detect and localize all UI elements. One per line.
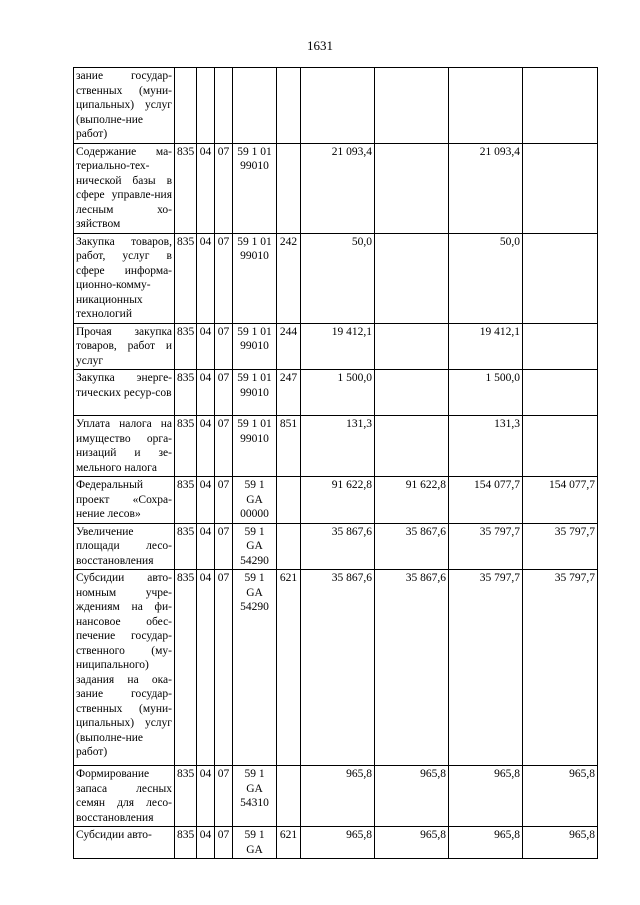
target-article-code bbox=[233, 68, 277, 144]
amount-3: 965,8 bbox=[449, 766, 523, 827]
amount-2: 35 867,6 bbox=[375, 570, 449, 766]
grbs-code: 835 bbox=[175, 416, 197, 477]
row-name: Закупка энерге-тических ресур-сов bbox=[74, 370, 175, 416]
target-article-code bbox=[233, 416, 277, 477]
target-article-code-line2: 99010 bbox=[240, 160, 269, 172]
amount-3: 50,0 bbox=[449, 233, 523, 323]
subsection-code bbox=[215, 68, 233, 144]
row-name: Содержание ма-териально-тех-нической базы в сфере управле-ния лесным хо-зяйством bbox=[74, 143, 175, 233]
amount-1 bbox=[301, 68, 375, 144]
section-code: 04 bbox=[197, 827, 215, 859]
row-name: Субсидии авто-номным учре-ждениям на фи-нансовое обес-печение государ-ственного (му-ниципального) задания на ока-зание государ-ственных (муни-ципальных) услуг (выполне-ние работ) bbox=[74, 570, 175, 766]
table-row bbox=[74, 233, 598, 323]
row-name: Прочая закупка товаров, работ и услуг bbox=[74, 323, 175, 370]
amount-4 bbox=[523, 416, 598, 477]
target-article-code-line2: 99010 bbox=[240, 250, 269, 262]
row-name: Федеральный проект «Сохра-нение лесов» bbox=[74, 477, 175, 524]
target-article-code-line2: 54310 bbox=[240, 797, 269, 809]
amount-4 bbox=[523, 370, 598, 416]
section-code: 04 bbox=[197, 370, 215, 416]
section-code: 04 bbox=[197, 570, 215, 766]
target-article-code-line2: 99010 bbox=[240, 340, 269, 352]
subsection-code: 07 bbox=[215, 143, 233, 233]
amount-2: 91 622,8 bbox=[375, 477, 449, 524]
subsection-code: 07 bbox=[215, 523, 233, 570]
amount-4 bbox=[523, 68, 598, 144]
target-article-code-line1: 59 1 GA bbox=[244, 479, 265, 506]
table-row bbox=[74, 143, 598, 233]
expense-type-code bbox=[277, 477, 301, 524]
subsection-code: 07 bbox=[215, 570, 233, 766]
target-article-code bbox=[233, 570, 277, 766]
subsection-code: 07 bbox=[215, 766, 233, 827]
row-name: Закупка товаров, работ, услуг в сфере информа-ционно-комму-никационных технологий bbox=[74, 233, 175, 323]
target-article-code bbox=[233, 233, 277, 323]
target-article-code-line1: 59 1 01 bbox=[237, 145, 272, 158]
amount-3: 35 797,7 bbox=[449, 523, 523, 570]
expense-type-code bbox=[277, 68, 301, 144]
grbs-code: 835 bbox=[175, 143, 197, 233]
table-row bbox=[74, 416, 598, 477]
amount-3: 154 077,7 bbox=[449, 477, 523, 524]
amount-2 bbox=[375, 416, 449, 477]
target-article-code-line1: 59 1 GA bbox=[244, 572, 265, 599]
section-code: 04 bbox=[197, 143, 215, 233]
amount-4: 965,8 bbox=[523, 766, 598, 827]
grbs-code bbox=[175, 68, 197, 144]
subsection-code: 07 bbox=[215, 416, 233, 477]
grbs-code: 835 bbox=[175, 370, 197, 416]
target-article-code-line1: 59 1 01 bbox=[237, 235, 272, 248]
subsection-code: 07 bbox=[215, 323, 233, 370]
amount-1: 965,8 bbox=[301, 827, 375, 859]
grbs-code: 835 bbox=[175, 477, 197, 524]
amount-3: 965,8 bbox=[449, 827, 523, 859]
target-article-code bbox=[233, 477, 277, 524]
table-row bbox=[74, 827, 598, 859]
row-name: Формирование запаса лесных семян для лесо-восстановления bbox=[74, 766, 175, 827]
target-article-code-line2: 99010 bbox=[240, 386, 269, 399]
target-article-code-line2: 54290 bbox=[240, 601, 269, 613]
amount-4 bbox=[523, 323, 598, 370]
amount-4: 154 077,7 bbox=[523, 477, 598, 524]
expense-type-code bbox=[277, 766, 301, 827]
amount-3 bbox=[449, 68, 523, 144]
amount-4: 35 797,7 bbox=[523, 570, 598, 766]
section-code: 04 bbox=[197, 416, 215, 477]
amount-1: 1 500,0 bbox=[301, 370, 375, 416]
target-article-code-line2: 00000 bbox=[240, 508, 269, 520]
amount-1: 50,0 bbox=[301, 233, 375, 323]
target-article-code-line1: 59 1 01 bbox=[237, 325, 272, 338]
subsection-code: 07 bbox=[215, 233, 233, 323]
target-article-code-line1: 59 1 01 bbox=[237, 372, 272, 384]
target-article-code bbox=[233, 323, 277, 370]
row-name: Уплата налога на имущество орга-низаций и зе-мельного налога bbox=[74, 416, 175, 477]
amount-1: 965,8 bbox=[301, 766, 375, 827]
target-article-code bbox=[233, 766, 277, 827]
target-article-code-line1: 59 1 GA bbox=[244, 525, 265, 552]
page-number: 1631 bbox=[307, 38, 333, 53]
target-article-code-line1: 59 1 GA bbox=[244, 768, 265, 795]
target-article-code-line2: 99010 bbox=[240, 432, 269, 445]
expense-type-code: 247 bbox=[277, 370, 301, 416]
subsection-code: 07 bbox=[215, 827, 233, 859]
table-row bbox=[74, 477, 598, 524]
expense-type-code bbox=[277, 523, 301, 570]
grbs-code: 835 bbox=[175, 766, 197, 827]
table-row bbox=[74, 323, 598, 370]
amount-2 bbox=[375, 68, 449, 144]
amount-2 bbox=[375, 323, 449, 370]
expense-type-code: 851 bbox=[277, 416, 301, 477]
subsection-code: 07 bbox=[215, 477, 233, 524]
grbs-code: 835 bbox=[175, 827, 197, 859]
amount-4: 965,8 bbox=[523, 827, 598, 859]
amount-1: 91 622,8 bbox=[301, 477, 375, 524]
amount-3: 1 500,0 bbox=[449, 370, 523, 416]
expense-type-code: 242 bbox=[277, 233, 301, 323]
section-code: 04 bbox=[197, 766, 215, 827]
expense-type-code: 621 bbox=[277, 827, 301, 859]
section-code: 04 bbox=[197, 233, 215, 323]
amount-4 bbox=[523, 233, 598, 323]
section-code bbox=[197, 68, 215, 144]
table-row bbox=[74, 370, 598, 416]
amount-2 bbox=[375, 233, 449, 323]
table-row bbox=[74, 68, 598, 144]
amount-1: 21 093,4 bbox=[301, 143, 375, 233]
amount-3: 19 412,1 bbox=[449, 323, 523, 370]
target-article-code-line1: 59 1 GA bbox=[244, 829, 265, 856]
target-article-code bbox=[233, 523, 277, 570]
amount-3: 35 797,7 bbox=[449, 570, 523, 766]
amount-2 bbox=[375, 370, 449, 416]
budget-table bbox=[73, 67, 598, 859]
target-article-code bbox=[233, 370, 277, 416]
table-row bbox=[74, 523, 598, 570]
section-code: 04 bbox=[197, 477, 215, 524]
amount-1: 19 412,1 bbox=[301, 323, 375, 370]
amount-4 bbox=[523, 143, 598, 233]
target-article-code bbox=[233, 827, 277, 859]
target-article-code bbox=[233, 143, 277, 233]
amount-2 bbox=[375, 143, 449, 233]
table-row bbox=[74, 570, 598, 766]
row-name: Субсидии авто- bbox=[74, 827, 175, 859]
amount-3: 21 093,4 bbox=[449, 143, 523, 233]
expense-type-code bbox=[277, 143, 301, 233]
grbs-code: 835 bbox=[175, 233, 197, 323]
expense-type-code: 621 bbox=[277, 570, 301, 766]
amount-3: 131,3 bbox=[449, 416, 523, 477]
amount-4: 35 797,7 bbox=[523, 523, 598, 570]
target-article-code-line1: 59 1 01 bbox=[237, 418, 272, 430]
amount-1: 35 867,6 bbox=[301, 523, 375, 570]
amount-1: 35 867,6 bbox=[301, 570, 375, 766]
expense-type-code: 244 bbox=[277, 323, 301, 370]
grbs-code: 835 bbox=[175, 570, 197, 766]
section-code: 04 bbox=[197, 523, 215, 570]
amount-2: 965,8 bbox=[375, 827, 449, 859]
amount-2: 965,8 bbox=[375, 766, 449, 827]
grbs-code: 835 bbox=[175, 523, 197, 570]
table-row bbox=[74, 766, 598, 827]
grbs-code: 835 bbox=[175, 323, 197, 370]
amount-2: 35 867,6 bbox=[375, 523, 449, 570]
amount-1: 131,3 bbox=[301, 416, 375, 477]
section-code: 04 bbox=[197, 323, 215, 370]
row-name: зание государ-ственных (муни-ципальных) услуг (выполне-ние работ) bbox=[74, 68, 175, 144]
target-article-code-line2: 54290 bbox=[240, 554, 269, 567]
subsection-code: 07 bbox=[215, 370, 233, 416]
row-name: Увеличение площади лесо-восстановления bbox=[74, 523, 175, 570]
